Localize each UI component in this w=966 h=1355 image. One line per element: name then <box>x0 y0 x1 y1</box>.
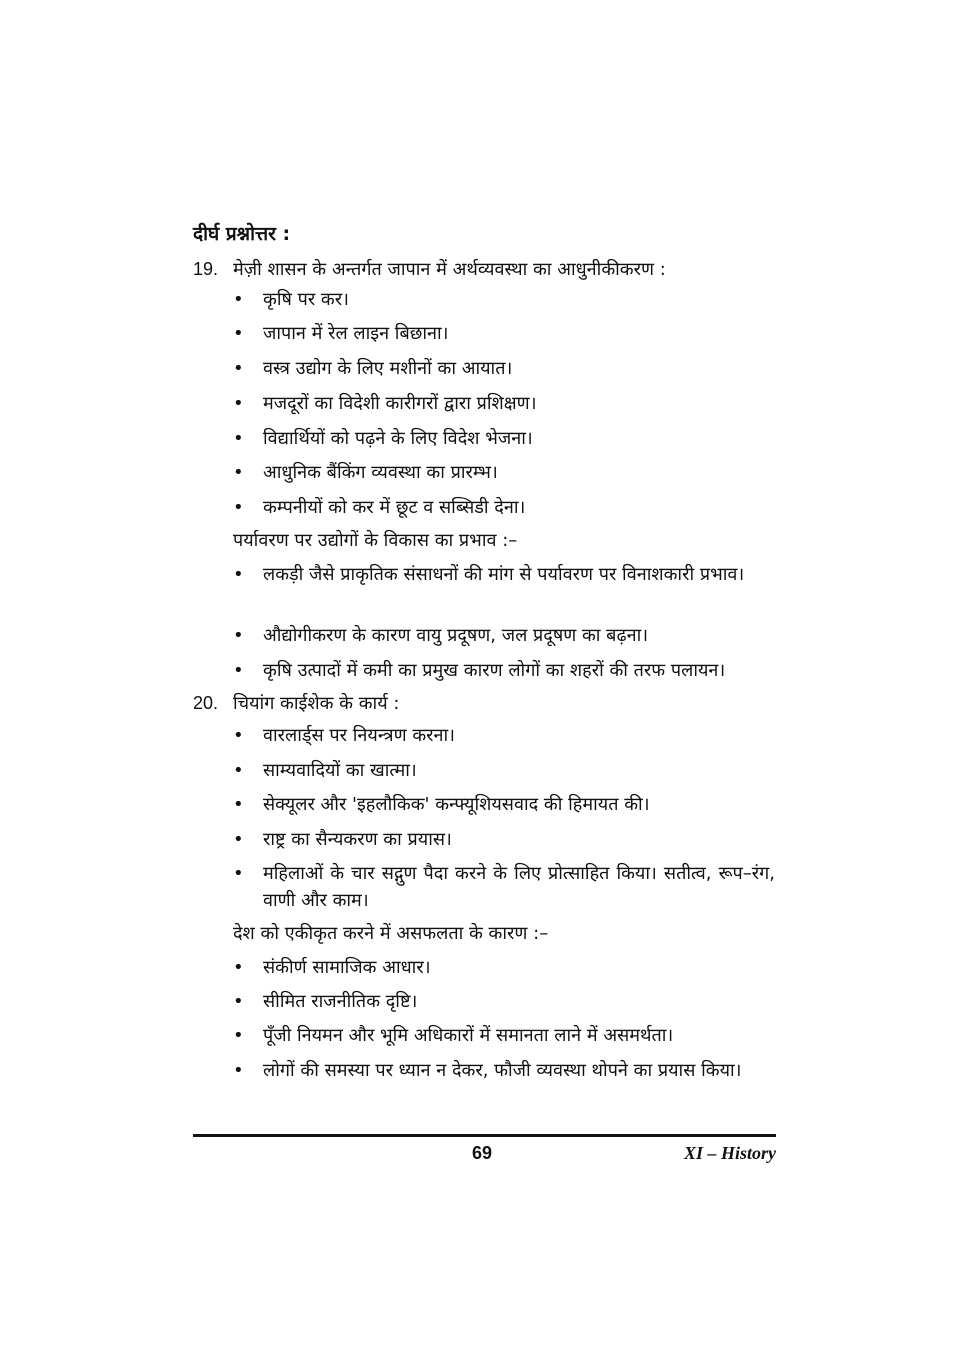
list-item: • कृषि पर कर। <box>233 286 775 313</box>
list-item: • साम्यवादियों का खात्मा। <box>233 757 775 784</box>
list-item: • जापान में रेल लाइन बिछाना। <box>233 320 775 347</box>
question-title: चियांग काईशेक के कार्य : <box>233 693 400 714</box>
book-label: XI – History <box>683 1143 776 1163</box>
list-item: • महिलाओं के चार सद्गुण पैदा करने के लिए प्रोत्साहित किया। सतीत्व, रूप–रंग, वाणी और काम। <box>233 860 775 914</box>
list-item: • कम्पनीयों को कर में छूट व सब्सिडी देना। <box>233 494 775 521</box>
bullet-icon: • <box>233 829 244 850</box>
bullet-icon: • <box>233 1060 244 1081</box>
bullet-icon: • <box>233 760 244 781</box>
bullet-icon: • <box>233 393 244 414</box>
bullet-icon: • <box>233 497 244 518</box>
bullet-icon: • <box>233 428 244 449</box>
page-title: दीर्घ प्रश्नोत्तर : <box>193 223 291 245</box>
page-number: 69 <box>471 1143 493 1163</box>
bullet-icon: • <box>233 289 244 310</box>
list-item: • पूँजी नियमन और भूमि अधिकारों में समानता लाने में असमर्थता। <box>233 1022 775 1049</box>
bullet-icon: • <box>233 564 244 585</box>
list-item: • मजदूरों का विदेशी कारीगरों द्वारा प्रशिक्षण। <box>233 390 775 417</box>
bullet-icon: • <box>233 323 244 344</box>
bullet-icon: • <box>233 625 244 646</box>
list-item: • सेक्यूलर और 'इहलौकिक' कन्फ्यूशियसवाद की हिमायत की। <box>233 791 775 818</box>
subheading: पर्यावरण पर उद्योगों के विकास का प्रभाव :– <box>233 530 518 551</box>
bullet-icon: • <box>233 794 244 815</box>
bullet-icon: • <box>233 660 244 681</box>
question-title: मेज़ी शासन के अन्तर्गत जापान में अर्थव्यवस्था का आधुनीकीकरण : <box>233 259 666 280</box>
list-item: • वस्त्र उद्योग के लिए मशीनों का आयात। <box>233 355 775 382</box>
question-19 <box>193 257 666 281</box>
list-item: • विद्यार्थियों को पढ़ने के लिए विदेश भेजना। <box>233 425 775 452</box>
list-item: • लकड़ी जैसे प्राकृतिक संसाधनों की मांग से पर्यावरण पर विनाशकारी प्रभाव। <box>233 561 775 588</box>
question-20 <box>193 691 399 715</box>
subheading: देश को एकीकृत करने में असफलता के कारण :– <box>233 923 549 944</box>
list-item: • औद्योगीकरण के कारण वायु प्रदूषण, जल प्रदूषण का बढ़ना। <box>233 622 775 649</box>
list-item: • वारलार्ड्स पर नियन्त्रण करना। <box>233 722 775 749</box>
list-item: • संकीर्ण सामाजिक आधार। <box>233 954 775 981</box>
bullet-icon: • <box>233 863 244 884</box>
bullet-icon: • <box>233 991 244 1012</box>
list-item: • सीमित राजनीतिक दृष्टि। <box>233 988 775 1015</box>
list-item: • लोगों की समस्या पर ध्यान न देकर, फौजी व्यवस्था थोपने का प्रयास किया। <box>233 1057 775 1084</box>
bullet-icon: • <box>233 358 244 379</box>
bullet-icon: • <box>233 957 244 978</box>
bullet-icon: • <box>233 1025 244 1046</box>
list-item: • आधुनिक बैंकिंग व्यवस्था का प्रारम्भ। <box>233 459 775 486</box>
footer-divider <box>193 1134 776 1137</box>
list-item: • कृषि उत्पादों में कमी का प्रमुख कारण लोगों का शहरों की तरफ पलायन। <box>233 657 775 684</box>
bullet-icon: • <box>233 725 244 746</box>
question-number: 20. <box>193 693 219 713</box>
bullet-icon: • <box>233 462 244 483</box>
list-item: • राष्ट्र का सैन्यकरण का प्रयास। <box>233 826 775 853</box>
question-number: 19. <box>193 259 219 279</box>
